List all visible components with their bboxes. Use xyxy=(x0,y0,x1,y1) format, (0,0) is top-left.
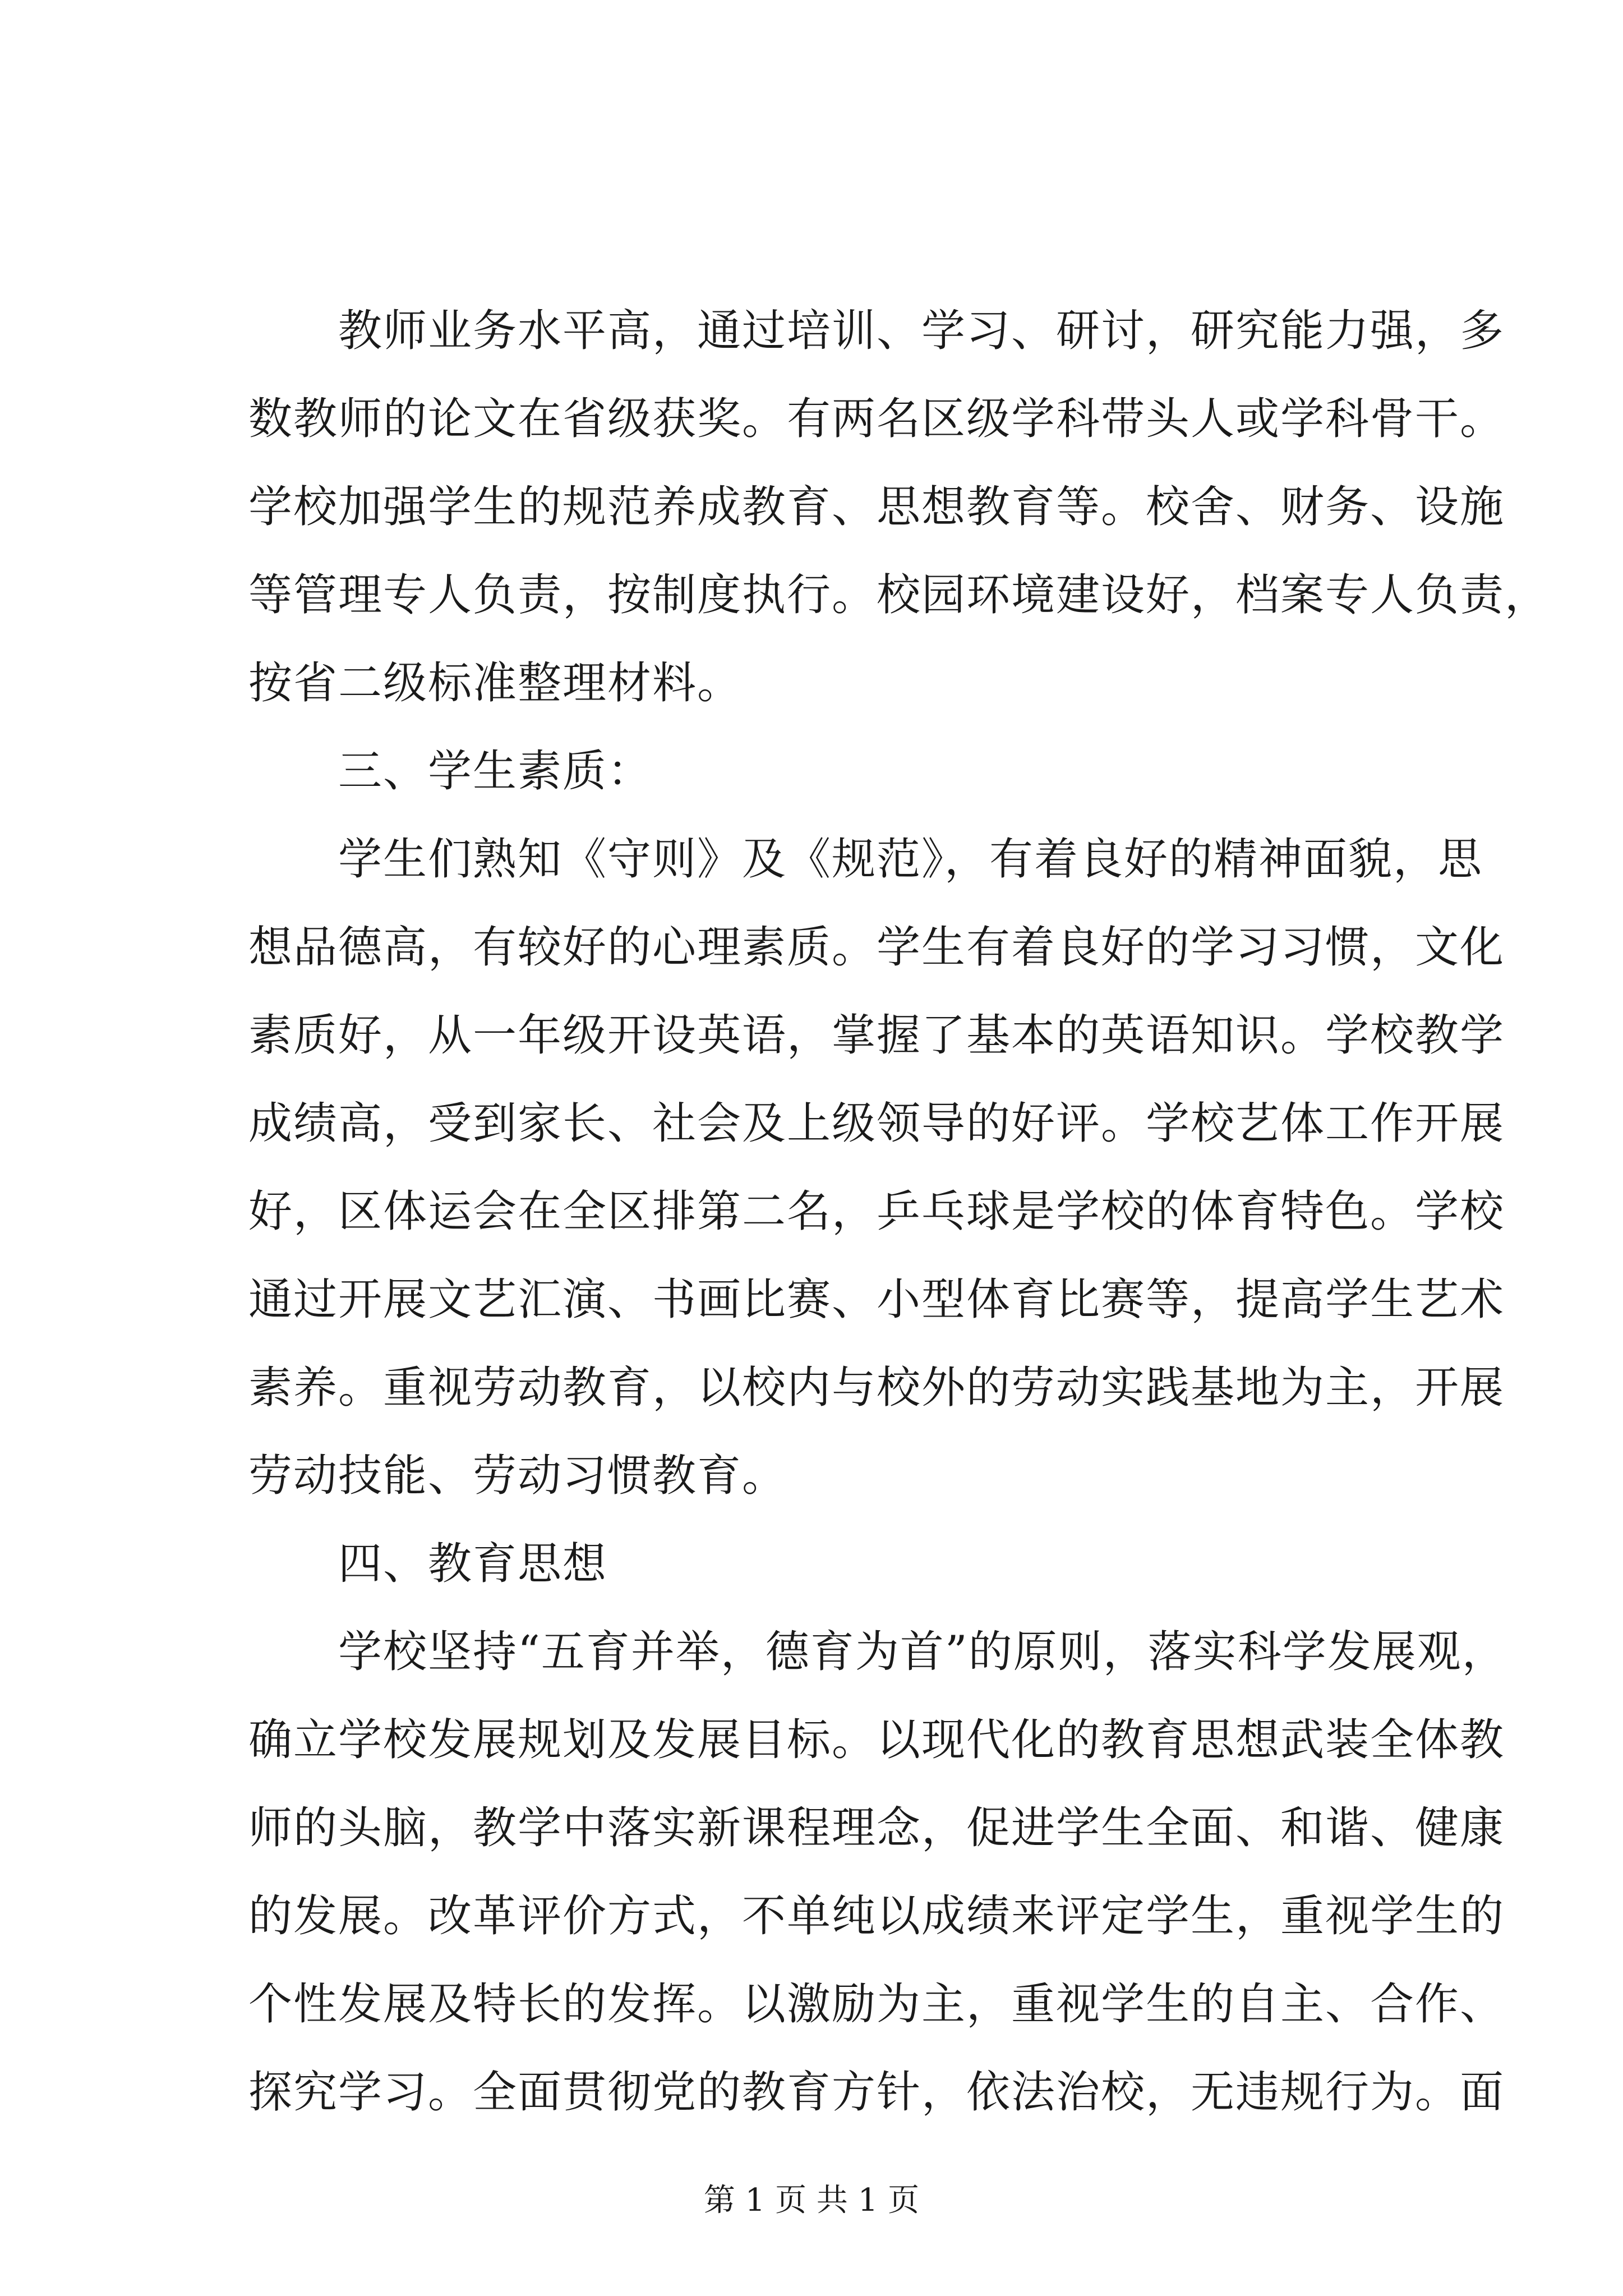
text-line: 教师业务水平高，通过培训、学习、研讨，研究能力强，多 xyxy=(248,306,1505,356)
text-line: 探究学习。全面贯彻党的教育方针，依法治校，无违规行为。面 xyxy=(248,2067,1505,2118)
text-line: 劳动技能、劳动习惯教育。 xyxy=(248,1451,787,1501)
text-line: 的发展。改革评价方式，不单纯以成绩来评定学生，重视学生的 xyxy=(248,1891,1505,1941)
text-line: 好，区体运会在全区排第二名，乒乓球是学校的体育特色。学校 xyxy=(248,1186,1505,1237)
page-number-footer: 第 1 页 共 1 页 xyxy=(703,2182,920,2219)
text-line: 按省二级标准整理材料。 xyxy=(248,658,743,708)
text-line: 成绩高，受到家长、社会及上级领导的好评。学校艺体工作开展 xyxy=(248,1098,1505,1149)
text-line: 等管理专人负责，按制度执行。校园环境建设好，档案专人负责， xyxy=(248,570,1550,620)
text-line: 学校加强学生的规范养成教育、思想教育等。校舍、财务、设施 xyxy=(248,482,1505,532)
text-line: 素养。重视劳动教育，以校内与校外的劳动实践基地为主，开展 xyxy=(248,1363,1505,1413)
text-line: 学生们熟知《守则》及《规范》，有着良好的精神面貌，思 xyxy=(248,834,1483,885)
text-line: 数教师的论文在省级获奖。有两名区级学科带头人或学科骨干。 xyxy=(248,394,1505,444)
section-heading: 四、教育思想 xyxy=(248,1539,608,1589)
text-line: 师的头脑，教学中落实新课程理念，促进学生全面、和谐、健康 xyxy=(248,1803,1505,1853)
text-line: 素质好，从一年级开设英语，掌握了基本的英语知识。学校教学 xyxy=(248,1010,1505,1061)
text-line: 确立学校发展规划及发展目标。以现代化的教育思想武装全体教 xyxy=(248,1715,1505,1765)
section-heading: 三、学生素质： xyxy=(248,746,653,797)
text-line: 想品德高，有较好的心理素质。学生有着良好的学习习惯，文化 xyxy=(248,922,1505,973)
text-line: 通过开展文艺汇演、书画比赛、小型体育比赛等，提高学生艺术 xyxy=(248,1274,1505,1325)
text-line: 学校坚持“五育并举，德育为首”的原则，落实科学发展观， xyxy=(248,1627,1507,1677)
text-line: 个性发展及特长的发挥。以激励为主，重视学生的自主、合作、 xyxy=(248,1979,1505,2030)
